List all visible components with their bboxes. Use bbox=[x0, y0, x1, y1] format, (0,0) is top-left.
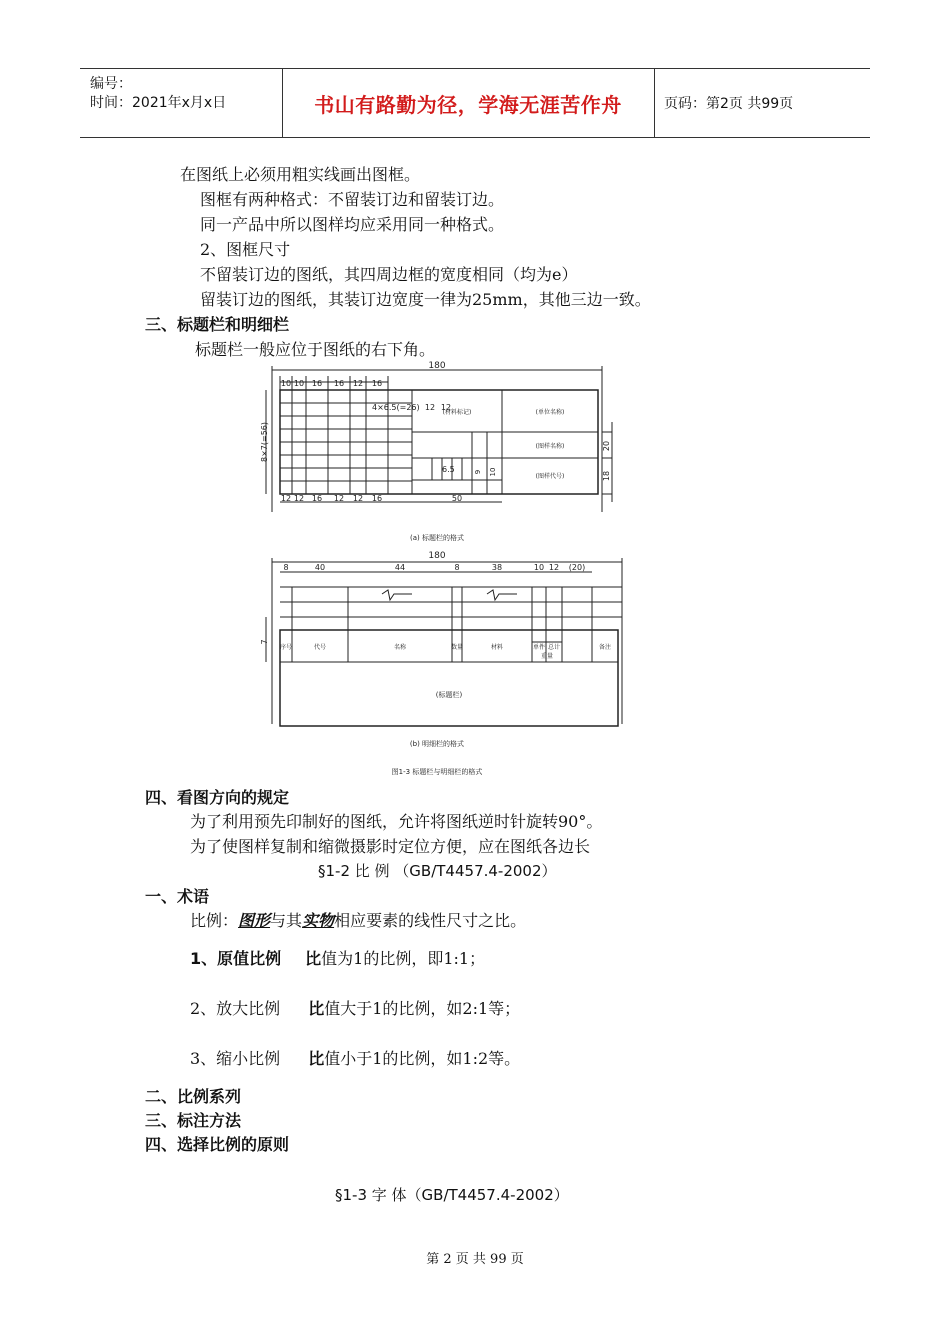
fig-b-top-dim: 44 bbox=[394, 563, 406, 572]
fig-b-top-dim: 40 bbox=[314, 563, 326, 572]
fig-a-mid-dim: 4×6.5(=26) bbox=[372, 403, 420, 412]
fig-a-bottom-dim: 16 bbox=[311, 494, 323, 503]
fig-b-header-cell: 代号 bbox=[313, 644, 327, 651]
heading-term: 一、术语 bbox=[145, 887, 210, 906]
para-title-block-position: 标题栏一般应位于图纸的右下角。 bbox=[195, 340, 436, 359]
fig-a-right-dim: 18 bbox=[602, 470, 611, 482]
fig-a-cell-unit: (单位名称) bbox=[535, 409, 565, 416]
fig-a-mid-dim2: 12 bbox=[440, 403, 452, 412]
ratio-reduce: 3、缩小比例 比值小于1的比例，如1:2等。 bbox=[190, 1049, 521, 1068]
header-motto: 书山有路勤为径，学海无涯苦作舟 bbox=[282, 69, 655, 137]
section-1-3-title: §1-3 字 体（GB/T4457.4-2002） bbox=[335, 1186, 569, 1204]
header-info-cell bbox=[80, 69, 283, 137]
page-footer: 第 2 页 共 99 页 bbox=[426, 1252, 524, 1267]
fig-b-header-cell: 数量 bbox=[450, 644, 464, 651]
fig-a-bottom-dim: 12 bbox=[352, 494, 364, 503]
fig-a-top-dim: 10 bbox=[293, 379, 305, 388]
fig-a-right-dim: 20 bbox=[602, 440, 611, 452]
para-ratio-definition: 比例：图形与其实物相应要素的线性尺寸之比。 bbox=[190, 911, 527, 930]
fig-a-top-dim: 16 bbox=[371, 379, 383, 388]
fig-b-header-cell: 备注 bbox=[598, 644, 612, 651]
fig-a-bottom-dim: 12 bbox=[333, 494, 345, 503]
fig-a-bottom-dim: 16 bbox=[371, 494, 383, 503]
heading-title-block: 三、标题栏和明细栏 bbox=[145, 315, 290, 334]
fig-b-total-dim: 180 bbox=[428, 551, 446, 561]
fig-b-top-dim: 8 bbox=[283, 563, 289, 572]
fig-a-bottom-dim: 12 bbox=[280, 494, 292, 503]
fig-b-top-dim: (20) bbox=[568, 563, 586, 572]
para-positioning: 为了使图样复制和缩微摄影时定位方便，应在图纸各边长 bbox=[190, 837, 591, 856]
fig-a-65-dim: 6.5 bbox=[442, 465, 455, 474]
fig-a-caption: (a) 标题栏的格式 bbox=[410, 534, 464, 542]
title-block-figure bbox=[262, 362, 638, 782]
figure-caption: 图1-3 标题栏与明细栏的格式 bbox=[391, 768, 483, 776]
heading-view-direction: 四、看图方向的规定 bbox=[145, 788, 290, 807]
fig-a-vert-dim: 9 bbox=[474, 469, 482, 475]
document-number-label: 编号： bbox=[90, 76, 132, 92]
fig-b-top-dim: 8 bbox=[454, 563, 460, 572]
fig-b-header-cell: 总计 bbox=[547, 644, 561, 651]
fig-b-caption: (b) 明细栏的格式 bbox=[409, 740, 465, 748]
heading-choose-ratio: 四、选择比例的原则 bbox=[145, 1135, 290, 1154]
section-1-2-title: §1-2 比 例 （GB/T4457.4-2002） bbox=[318, 862, 557, 880]
fig-b-header-cell: 名称 bbox=[393, 644, 407, 651]
fig-a-top-dim: 12 bbox=[352, 379, 364, 388]
fig-b-top-dim: 38 bbox=[491, 563, 503, 572]
fig-a-top-dim: 16 bbox=[333, 379, 345, 388]
para-same-format: 同一产品中所以图样均应采用同一种格式。 bbox=[200, 215, 505, 234]
fig-b-sub-header: 重量 bbox=[540, 653, 554, 660]
document-date-label: 时间：2021年x月x日 bbox=[90, 95, 227, 111]
page-header bbox=[80, 68, 870, 138]
para-border-rule: 在图纸上必须用粗实线画出图框。 bbox=[180, 165, 421, 184]
fig-a-mid-dim2: 12 bbox=[424, 403, 436, 412]
fig-a-side-dim: 8×7(=56) bbox=[260, 421, 269, 463]
fig-b-title-cell: (标题栏) bbox=[435, 691, 463, 699]
ratio-original: 1、原值比例 比值为1的比例，即1:1； bbox=[190, 949, 486, 968]
fig-b-header-cell: 材料 bbox=[490, 644, 504, 651]
para-no-binding: 不留装订边的图纸，其四周边框的宽度相同（均为e） bbox=[200, 265, 578, 284]
header-page-number: 页码：第2页 共99页 bbox=[664, 96, 794, 112]
para-border-size: 2、图框尺寸 bbox=[200, 240, 291, 259]
fig-a-bottom-dim: 50 bbox=[451, 494, 463, 503]
fig-a-cell-name: (图样名称) bbox=[535, 443, 565, 450]
fig-a-cell-code: (图样代号) bbox=[535, 473, 565, 480]
para-rotate: 为了利用预先印制好的图纸，允许将图纸逆时针旋转90°。 bbox=[190, 812, 603, 831]
fig-b-header-cell: 序号 bbox=[279, 644, 293, 651]
heading-marking-method: 三、标注方法 bbox=[145, 1111, 242, 1130]
para-border-formats: 图框有两种格式：不留装订边和留装订边。 bbox=[200, 190, 505, 209]
fig-b-side-dim: 7 bbox=[260, 639, 269, 645]
para-binding: 留装订边的图纸，其装订边宽度一律为25mm，其他三边一致。 bbox=[200, 290, 651, 309]
fig-a-bottom-dim: 12 bbox=[293, 494, 305, 503]
ratio-enlarge: 2、放大比例 比值大于1的比例，如2:1等； bbox=[190, 999, 521, 1018]
fig-a-vert-dim: 10 bbox=[489, 467, 497, 477]
fig-b-top-dim: 12 bbox=[548, 563, 560, 572]
fig-a-top-dim: 10 bbox=[280, 379, 292, 388]
fig-b-top-dim: 10 bbox=[533, 563, 545, 572]
heading-ratio-series: 二、比例系列 bbox=[145, 1087, 242, 1106]
fig-a-top-dim: 16 bbox=[311, 379, 323, 388]
fig-a-total-dim: 180 bbox=[428, 361, 446, 371]
fig-b-header-cell: 单件 bbox=[532, 644, 546, 651]
fig-a-cell-material: (材料标记) bbox=[442, 409, 472, 416]
